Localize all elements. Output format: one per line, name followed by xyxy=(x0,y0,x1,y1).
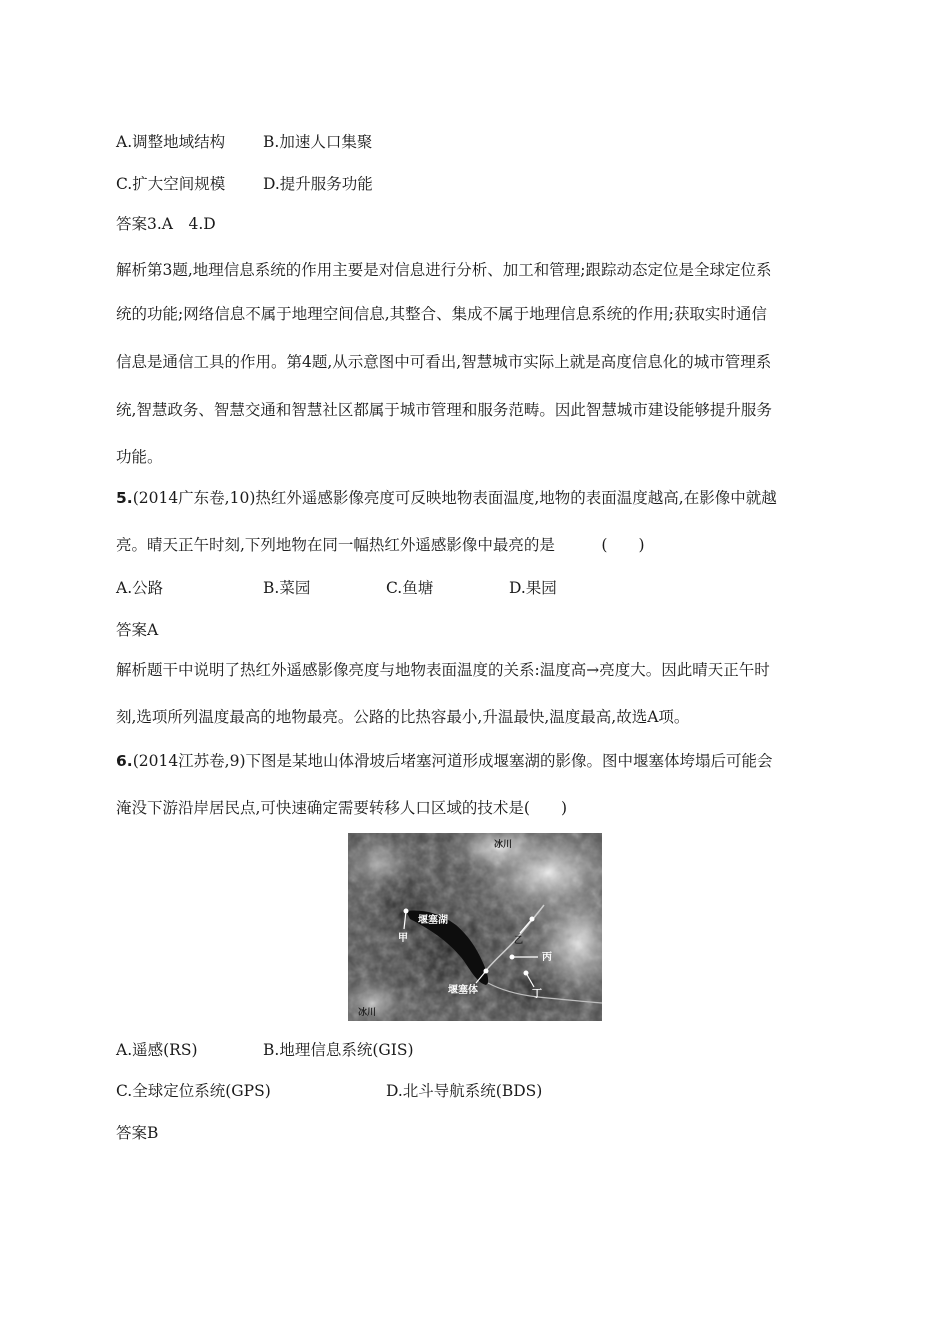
question-5-stem-cont: 亮。晴天正午时刻,下列地物在同一幅热红外遥感影像中最亮的是 ( ) xyxy=(116,536,645,554)
option-c: C.鱼塘 xyxy=(386,579,434,597)
label-glacier-top: 冰川 xyxy=(494,840,513,850)
option-a: A.调整地域结构 xyxy=(116,133,226,151)
option-b: B.菜园 xyxy=(263,579,311,597)
option-c: C.全球定位系统(GPS) xyxy=(116,1082,271,1100)
option-d: D.北斗导航系统(BDS) xyxy=(386,1082,543,1100)
answer-q6: 答案B xyxy=(116,1124,159,1142)
satellite-image xyxy=(348,833,602,1021)
question-5-stem xyxy=(116,488,777,508)
analysis-line: 解析题干中说明了热红外遥感影像亮度与地物表面温度的关系:温度高→亮度大。因此晴天正午时 xyxy=(116,661,770,679)
label-lake: 堰塞湖 xyxy=(418,915,448,926)
option-a: A.公路 xyxy=(116,579,164,597)
option-d: D.提升服务功能 xyxy=(263,175,373,193)
label-dam: 堰塞体 xyxy=(448,985,478,996)
label-ding: 丁 xyxy=(532,989,542,1000)
analysis-line: 统的功能;网络信息不属于地理空间信息,其整合、集成不属于地理信息系统的作用;获取实时通信 xyxy=(116,305,767,323)
option-a: A.遥感(RS) xyxy=(116,1041,198,1059)
label-bing: 丙 xyxy=(542,952,552,963)
question-number: 5. xyxy=(116,489,133,507)
analysis-line: 信息是通信工具的作用。第4题,从示意图中可看出,智慧城市实际上就是高度信息化的城市管理系 xyxy=(116,353,772,371)
question-6-stem xyxy=(116,751,773,771)
question-number: 6. xyxy=(116,752,133,770)
label-jia: 甲 xyxy=(398,933,408,944)
option-b: B.加速人口集聚 xyxy=(263,133,373,151)
question-6-stem-cont: 淹没下游沿岸居民点,可快速确定需要转移人口区域的技术是( ) xyxy=(116,799,568,817)
label-glacier-bottom: 冰川 xyxy=(358,1008,377,1018)
option-c: C.扩大空间规模 xyxy=(116,175,226,193)
satellite-image-graphic xyxy=(348,833,602,1021)
label-yi: 乙 xyxy=(514,936,524,946)
answer-q5: 答案A xyxy=(116,621,159,639)
stem-text: (2014江苏卷,9)下图是某地山体滑坡后堵塞河道形成堰塞湖的影像。图中堰塞体垮塌后可能会 xyxy=(132,752,773,770)
analysis-line: 统,智慧政务、智慧交通和智慧社区都属于城市管理和服务范畴。因此智慧城市建设能够提升服务 xyxy=(116,401,772,419)
analysis-line: 刻,选项所列温度最高的地物最亮。公路的比热容最小,升温最快,温度最高,故选A项。 xyxy=(116,708,690,726)
option-d: D.果园 xyxy=(509,579,557,597)
analysis-line: 功能。 xyxy=(116,448,163,466)
analysis-line: 解析第3题,地理信息系统的作用主要是对信息进行分析、加工和管理;跟踪动态定位是全球定位系 xyxy=(116,261,772,279)
answer-q3-q4: 答案3.A 4.D xyxy=(116,215,216,233)
stem-text: (2014广东卷,10)热红外遥感影像亮度可反映地物表面温度,地物的表面温度越高,在影像中就越 xyxy=(132,489,777,507)
option-b: B.地理信息系统(GIS) xyxy=(263,1041,414,1059)
